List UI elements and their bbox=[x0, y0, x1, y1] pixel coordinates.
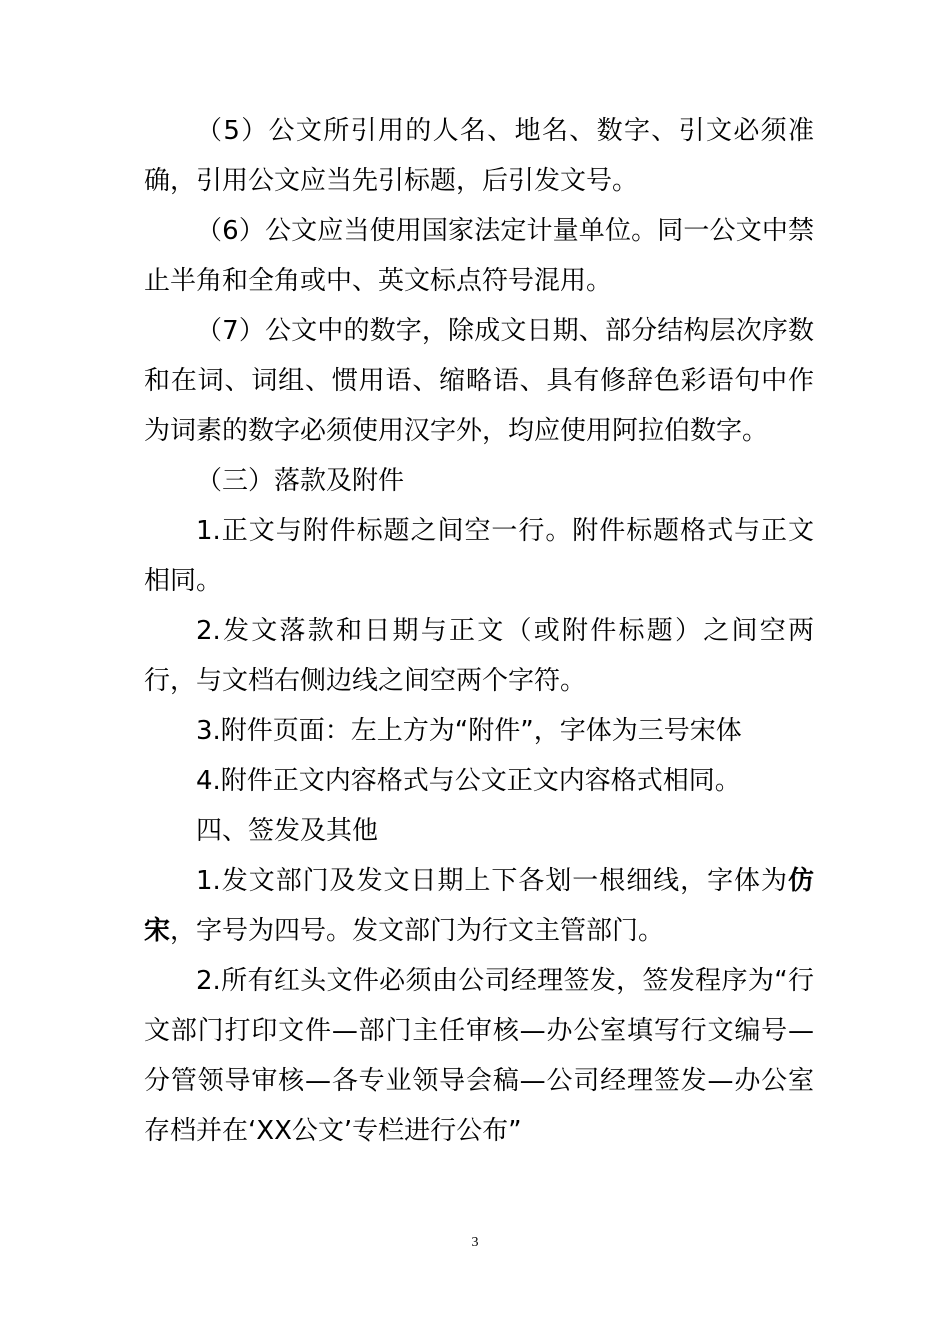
page-number: 3 bbox=[471, 1235, 479, 1250]
signing-rule-1-before: 1.发文部门及发文日期上下各划一根细线，字体为 bbox=[196, 866, 788, 896]
paragraph-5: （5）公文所引用的人名、地名、数字、引文必须准确，引用公文应当先引标题，后引发文号。 bbox=[144, 116, 814, 196]
signing-rule-1-font-name: 仿宋 bbox=[144, 866, 814, 946]
section-heading-signature-attachments: （三）落款及附件 bbox=[196, 466, 405, 496]
document-body bbox=[144, 106, 814, 1156]
signing-rule-2: 2.所有红头文件必须由公司经理签发，签发程序为“行文部门打印文件—部门主任审核—办公室填写行文编号—分管领导审核—各专业领导会稿—公司经理签发—办公室存档并在‘XX公文’专栏进行公布” bbox=[144, 966, 814, 1146]
signing-rule-1-after: ，字号为四号。发文部门为行文主管部门。 bbox=[170, 916, 665, 946]
attachment-rule-4: 4.附件正文内容格式与公文正文内容格式相同。 bbox=[196, 766, 741, 796]
attachment-rule-1: 1.正文与附件标题之间空一行。附件标题格式与正文相同。 bbox=[144, 516, 814, 596]
attachment-rule-2: 2.发文落款和日期与正文（或附件标题）之间空两行，与文档右侧边线之间空两个字符。 bbox=[144, 616, 814, 696]
section-heading-signing-other: 四、签发及其他 bbox=[196, 816, 379, 846]
signing-rule-1 bbox=[144, 856, 814, 956]
attachment-rule-3: 3.附件页面：左上方为“附件”，字体为三号宋体 bbox=[196, 716, 742, 746]
paragraph-6: （6）公文应当使用国家法定计量单位。同一公文中禁止半角和全角或中、英文标点符号混用。 bbox=[144, 216, 814, 296]
paragraph-7: （7）公文中的数字，除成文日期、部分结构层次序数和在词、词组、惯用语、缩略语、具有修辞色彩语句中作为词素的数字必须使用汉字外，均应使用阿拉伯数字。 bbox=[144, 316, 814, 446]
